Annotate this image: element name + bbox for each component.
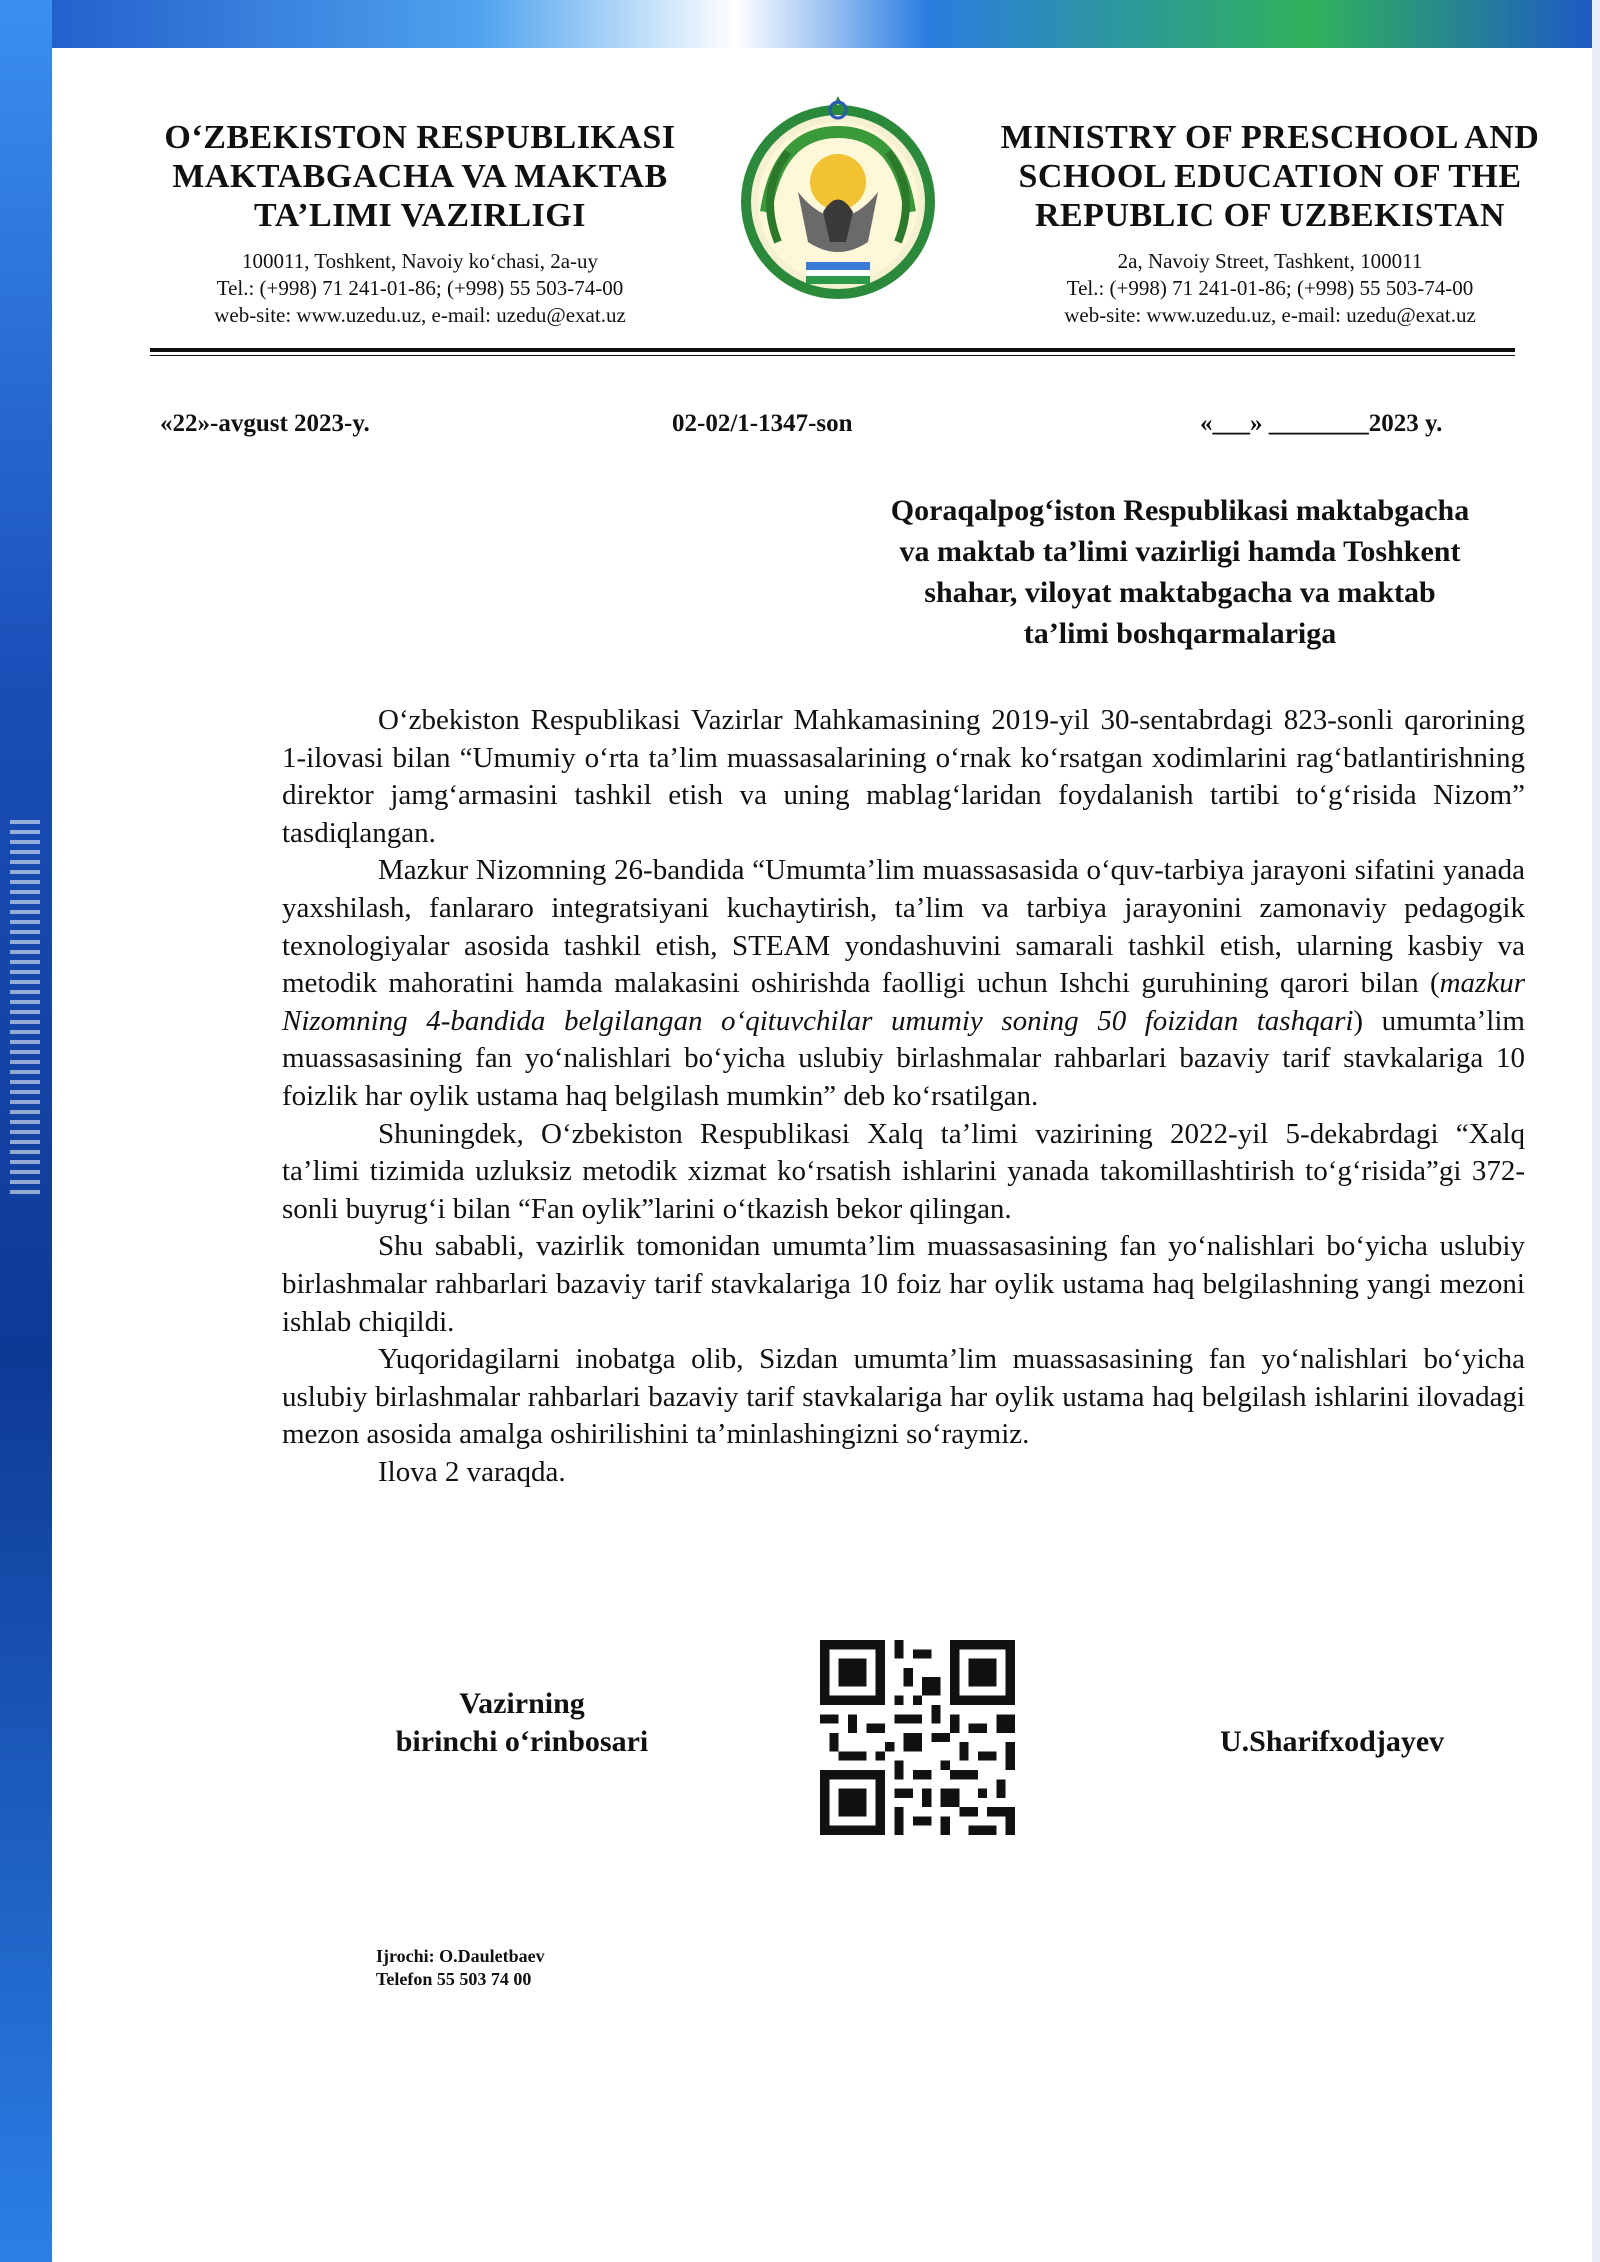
header-divider-thick (150, 348, 1515, 352)
ministry-title-uz-line: TA’LIMI VAZIRLIGI (254, 197, 586, 234)
body-paragraph: Shuningdek, O‘zbekiston Respublikasi Xalq ta’limi vazirining 2022-yil 5-dekabrdagi “Xalq ta’limi tizimida uzluksiz metodik xizmat ko‘rsatish ishlarini yanada takomillashtirish to‘g‘risida”gi 372-sonli buyrug‘i bilan “Fan oylik”larini o‘tkazish bekor qilingan. (282, 1117, 1525, 1225)
ministry-title-en (965, 118, 1575, 235)
address-line: 2a, Navoiy Street, Tashkent, 100011 (1117, 249, 1423, 273)
header-divider-thin (150, 355, 1515, 356)
document-number: 02-02/1-1347-son (672, 410, 853, 437)
decorative-top-band (0, 0, 1600, 48)
body-paragraph: Shu sababli, vazirlik tomonidan umumta’lim muassasasining fan yo‘nalishlari bo‘yicha uslubiy birlashmalar rahbarlari bazaviy tarif stavkalariga 10 foiz har oylik ustama haq belgilashning yangi mezoni ishlab chiqildi. (282, 1230, 1525, 1338)
ministry-address-uz (130, 248, 710, 329)
qr-code-icon (815, 1640, 1020, 1835)
ministry-address-en (965, 248, 1575, 329)
ministry-title-uz-line: MAKTABGACHA VA MAKTAB (172, 158, 668, 195)
addressee-block (800, 490, 1560, 654)
body-italic-text: mazkur Nizomning 4-bandida belgilangan o‘qituvchilar umumiy soning 50 foizidan tashqari (282, 967, 1525, 1037)
letter-date: «22»-avgust 2023-y. (160, 410, 370, 437)
body-paragraph: O‘zbekiston Respublikasi Vazirlar Mahkamasining 2019-yil 30-sentabrdagi 823-sonli qarorining 1-ilovasi bilan “Umumiy o‘rta ta’lim muassasalarining o‘rnak ko‘rsatgan xodimlarini rag‘batlantirishning direktor jamg‘armasini tashkil etish va uning mablag‘laridan foydalanish tartibi to‘g‘risida Nizom” tasdiqlangan. (282, 704, 1525, 849)
addressee-line: va maktab ta’limi vazirligi hamda Toshkent (899, 535, 1461, 568)
body-text: Mazkur Nizomning 26-bandida “Umumta’lim muassasasida o‘quv-tarbiya jarayoni sifatini yanada yaxshilash, fanlararo integratsiyani kuchaytirish, ta’lim va tarbiya jarayonini zamonaviy pedagogik texnologiyalar asosida tashkil etish, STEAM yondashuvini samarali tashkil etish, ularning kasbiy va metodik mahoratini hamda malakasini oshirishda faolligi uchun Ishchi guruhining qarori bilan ( (282, 854, 1525, 1000)
phone-line: Tel.: (+998) 71 241-01-86; (+998) 55 503-74-00 (1066, 276, 1474, 300)
body-paragraph: Ilova 2 varaqda. (378, 1455, 566, 1488)
ministry-title-uz-line: O‘ZBEKISTON RESPUBLIKASI (164, 119, 676, 156)
letter-body (282, 702, 1525, 1491)
executor-phone: Telefon 55 503 74 00 (376, 1969, 532, 1989)
addressee-line: shahar, viloyat maktabgacha va maktab (924, 576, 1436, 609)
signatory-position-line: Vazirning (459, 1687, 585, 1720)
signatory-position-line: birinchi o‘rinbosari (395, 1725, 649, 1758)
executor-info (376, 1945, 545, 1991)
decorative-right-band (1592, 0, 1600, 2262)
ministry-title-en-line: REPUBLIC OF UZBEKISTAN (1034, 197, 1506, 234)
phone-line: Tel.: (+998) 71 241-01-86; (+998) 55 503-74-00 (216, 276, 624, 300)
executor-name: Ijrochi: O.Dauletbaev (376, 1946, 545, 1966)
addressee-line: Qoraqalpog‘iston Respublikasi maktabgacha (890, 494, 1470, 527)
address-line: 100011, Toshkent, Navoiy ko‘chasi, 2a-uy (241, 249, 599, 273)
ministry-title-en-line: SCHOOL EDUCATION OF THE (1018, 158, 1522, 195)
signatory-name: U.Sharifxodjayev (1220, 1725, 1445, 1758)
website-line: web-site: www.uzedu.uz, e-mail: uzedu@exat.uz (1064, 303, 1476, 327)
signatory-position (372, 1685, 672, 1761)
body-text: ) umumta’lim muassasasining fan yo‘nalishlari bo‘yicha uslubiy birlashmalar rahbarlari bazaviy tarif stavkalariga 10 foizlik har oylik ustama haq belgilash mumkin” deb ko‘rsatilgan. (282, 1004, 1525, 1112)
reply-date-blank: «___» ________2023 y. (1200, 410, 1443, 437)
body-paragraph: Yuqoridagilarni inobatga olib, Sizdan umumta’lim muassasasining fan yo‘nalishlari bo‘yicha uslubiy birlashmalar rahbarlari bazaviy tarif stavkalariga har oylik ustama haq belgilash ishlarini ilovadagi mezon asosida amalga oshirilishini ta’minlashingizni so‘raymiz. (282, 1343, 1525, 1451)
ministry-title-en-line: MINISTRY OF PRESCHOOL AND (1000, 119, 1540, 156)
website-line: web-site: www.uzedu.uz, e-mail: uzedu@exat.uz (214, 303, 626, 327)
decorative-left-band (0, 0, 52, 2262)
addressee-line: ta’limi boshqarmalariga (1023, 617, 1337, 650)
body-paragraph (282, 852, 1525, 1115)
state-emblem-icon (718, 92, 958, 302)
ministry-title-uz (130, 118, 710, 235)
